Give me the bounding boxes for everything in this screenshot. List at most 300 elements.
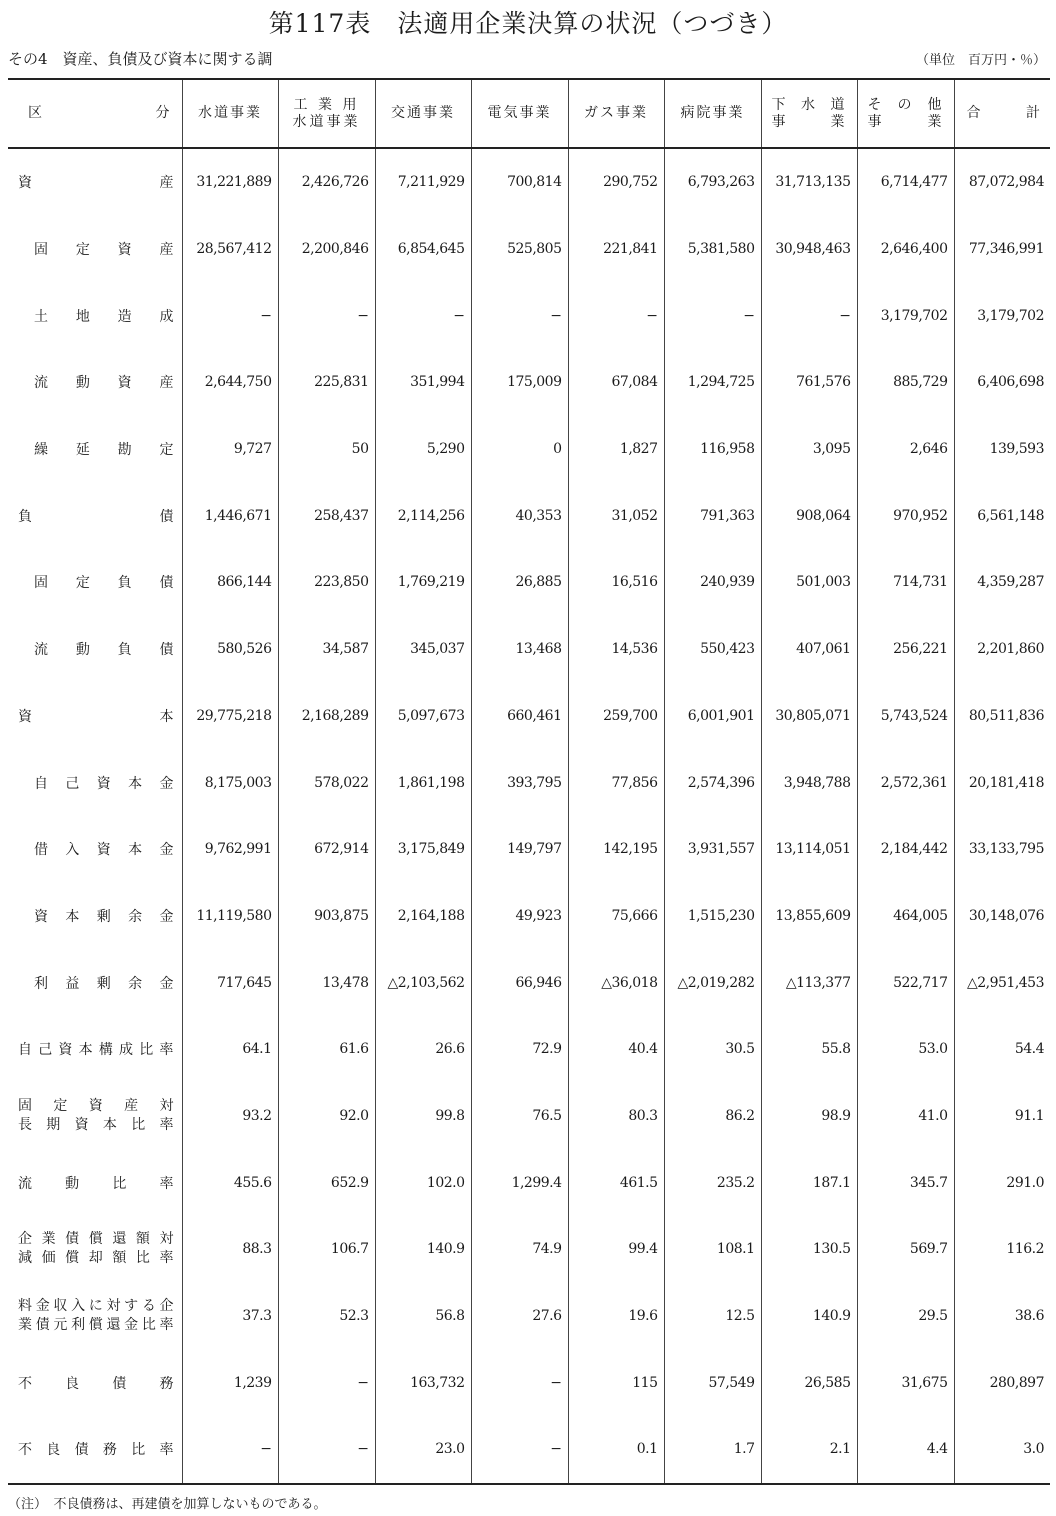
row-label-char: る (141, 1298, 156, 1315)
row-label-char: 率 (159, 1317, 174, 1334)
row-label-char: 長 (18, 1116, 32, 1133)
cell-sewer: 908,064 (761, 482, 857, 549)
cell-electric: − (471, 282, 568, 349)
header-category-1: 区 (28, 105, 42, 121)
cell-sewer: 761,576 (761, 349, 857, 416)
row-label-char: 率 (159, 1042, 174, 1059)
table-row (8, 1216, 1050, 1283)
cell-total: 80,511,836 (968, 707, 1044, 724)
cell-water: 37.3 (182, 1283, 278, 1350)
table-row (8, 349, 1050, 416)
row-label-char: 流 (18, 1175, 32, 1192)
cell-total: 291.0 (1006, 1174, 1044, 1191)
row-label-char: 収 (53, 1298, 68, 1315)
header-other-char: そ (867, 96, 884, 113)
header-sewer (761, 79, 857, 148)
cell-sewer: 55.8 (761, 1016, 857, 1083)
cell-industrial-water: − (278, 1416, 375, 1484)
cell-transport: 351,994 (375, 349, 471, 416)
cell-industrial-water: 50 (278, 416, 375, 483)
cell-electric: 40,353 (471, 482, 568, 549)
row-label-char: 資 (18, 175, 32, 192)
cell-gas: 461.5 (568, 1149, 664, 1216)
row-label-char: 却 (88, 1250, 103, 1267)
row-label-char: 負 (117, 642, 132, 659)
cell-hospital: △2,019,282 (664, 949, 761, 1016)
row-label (8, 1216, 182, 1283)
row-label-char: 業 (41, 1231, 56, 1248)
row-label-char: 資 (18, 708, 32, 725)
header-transport: 交通事業 (375, 79, 471, 148)
cell-sewer: − (761, 282, 857, 349)
cell-gas: 0.1 (568, 1416, 664, 1484)
row-label-char: 資 (96, 775, 111, 792)
cell-electric: 175,009 (471, 349, 568, 416)
cell-other: 2,184,442 (857, 816, 954, 883)
table-title: 第117表 法適用企業決算の状況（つづき） (268, 9, 788, 38)
row-label-char: 剰 (96, 908, 111, 925)
cell-total: 54.4 (1014, 1041, 1044, 1058)
cell-hospital: 108.1 (664, 1216, 761, 1283)
row-label-char: 成 (119, 1042, 134, 1059)
cell-gas: 259,700 (568, 683, 664, 750)
cell-other: 2,646,400 (857, 216, 954, 283)
row-label-char: 産 (159, 375, 174, 392)
row-label-char: 元 (53, 1317, 68, 1334)
row-label-char: 動 (65, 1175, 80, 1192)
cell-gas: 14,536 (568, 616, 664, 683)
row-label-char: 資 (74, 1116, 89, 1133)
row-label-char: 不 (18, 1442, 32, 1459)
row-label-char: 債 (159, 508, 174, 525)
row-label-char: に (88, 1298, 103, 1315)
cell-other: 256,221 (857, 616, 954, 683)
cell-other: 2,646 (857, 416, 954, 483)
cell-water: 1,239 (182, 1349, 278, 1416)
row-label-char: 利 (34, 975, 48, 992)
cell-other: 2,572,361 (857, 749, 954, 816)
cell-industrial-water: 52.3 (278, 1283, 375, 1350)
cell-water: 29,775,218 (182, 683, 278, 750)
row-label (8, 216, 182, 283)
row-label-char: 債 (112, 1375, 127, 1392)
row-label-char: 自 (18, 1042, 32, 1059)
table-row (8, 416, 1050, 483)
cell-total: 280,897 (989, 1374, 1044, 1391)
cell-industrial-water: − (278, 1349, 375, 1416)
row-label (8, 482, 182, 549)
row-label-char: 自 (34, 775, 48, 792)
header-row (8, 79, 1050, 148)
cell-sewer: 13,114,051 (761, 816, 857, 883)
row-label-char: 債 (65, 1231, 80, 1248)
cell-other: 885,729 (857, 349, 954, 416)
cell-hospital: 550,423 (664, 616, 761, 683)
cell-total: 87,072,984 (968, 174, 1044, 191)
cell-electric: 49,923 (471, 883, 568, 950)
row-label-char: 己 (38, 1042, 53, 1059)
cell-sewer: 30,948,463 (761, 216, 857, 283)
row-label (8, 616, 182, 683)
cell-industrial-water: 652.9 (278, 1149, 375, 1216)
cell-electric: 0 (471, 416, 568, 483)
row-label (8, 1083, 182, 1150)
row-label-char: 期 (46, 1116, 61, 1133)
row-label-char: 資 (117, 242, 132, 259)
cell-hospital: 1,294,725 (664, 349, 761, 416)
row-label (8, 282, 182, 349)
table-row (8, 282, 1050, 349)
cell-industrial-water: 903,875 (278, 883, 375, 950)
row-label-char: 企 (18, 1231, 32, 1248)
cell-transport: 1,769,219 (375, 549, 471, 616)
row-label-char: 産 (124, 1097, 139, 1114)
cell-other: 970,952 (857, 482, 954, 549)
header-sewer-char: 下 (771, 96, 788, 113)
row-label-char: 本 (128, 775, 143, 792)
table-row (8, 1349, 1050, 1416)
row-label-char: 率 (159, 1116, 174, 1133)
row-label (8, 148, 182, 216)
cell-sewer: 13,855,609 (761, 883, 857, 950)
row-label-char: 負 (18, 508, 32, 525)
cell-sewer: △113,377 (761, 949, 857, 1016)
header-other (857, 79, 954, 148)
row-label-char: 剰 (96, 975, 111, 992)
cell-electric: 149,797 (471, 816, 568, 883)
cell-electric: 26,885 (471, 549, 568, 616)
row-label-char: 定 (75, 575, 90, 592)
row-label-char: 造 (117, 308, 132, 325)
cell-hospital: 5,381,580 (664, 216, 761, 283)
cell-electric: 525,805 (471, 216, 568, 283)
cell-electric: 660,461 (471, 683, 568, 750)
cell-hospital: 6,793,263 (664, 148, 761, 216)
unit-label: （単位 百万円・％） (915, 53, 1046, 68)
row-label-char: 産 (159, 242, 174, 259)
header-sewer-char: 道 (830, 96, 847, 113)
cell-electric: − (471, 1416, 568, 1484)
cell-industrial-water: 2,200,846 (278, 216, 375, 283)
cell-other: 29.5 (857, 1283, 954, 1350)
row-label-char: 額 (135, 1231, 150, 1248)
cell-transport: 345,037 (375, 616, 471, 683)
table-body (8, 148, 1050, 1484)
table-row (8, 816, 1050, 883)
row-label-char: 良 (46, 1442, 61, 1459)
row-label-char: 企 (159, 1298, 174, 1315)
cell-gas: − (568, 282, 664, 349)
cell-electric: 76.5 (471, 1083, 568, 1150)
cell-gas: 67,084 (568, 349, 664, 416)
cell-total: 3.0 (1023, 1441, 1044, 1458)
cell-transport: 7,211,929 (375, 148, 471, 216)
header-hospital: 病院事業 (664, 79, 761, 148)
row-label-char: 債 (159, 642, 174, 659)
table-row (8, 216, 1050, 283)
header-category-2: 分 (155, 105, 170, 121)
row-label-char: 己 (65, 775, 80, 792)
row-label-char: 額 (112, 1250, 127, 1267)
cell-water: 580,526 (182, 616, 278, 683)
row-label-char: 余 (128, 975, 143, 992)
cell-industrial-water: 92.0 (278, 1083, 375, 1150)
row-label-char: 動 (75, 375, 90, 392)
cell-transport: 23.0 (375, 1416, 471, 1484)
cell-transport: 1,861,198 (375, 749, 471, 816)
cell-total: 6,561,148 (977, 507, 1044, 524)
row-label-char: 比 (131, 1442, 146, 1459)
cell-other: 53.0 (857, 1016, 954, 1083)
header-total-2: 計 (1026, 105, 1040, 121)
cell-gas: 80.3 (568, 1083, 664, 1150)
cell-hospital: − (664, 282, 761, 349)
cell-electric: 1,299.4 (471, 1149, 568, 1216)
cell-gas: 75,666 (568, 883, 664, 950)
row-label-char: 率 (159, 1250, 174, 1267)
cell-total: 4,359,287 (977, 574, 1044, 591)
cell-sewer: 26,585 (761, 1349, 857, 1416)
cell-industrial-water: 13,478 (278, 949, 375, 1016)
table-subtitle: その4 資産、負債及び資本に関する調 (8, 50, 273, 68)
row-label-char: 利 (71, 1317, 86, 1334)
cell-other: 464,005 (857, 883, 954, 950)
row-label-char: 定 (75, 242, 90, 259)
cell-gas: 221,841 (568, 216, 664, 283)
row-label-char: 資 (34, 908, 48, 925)
header-total (954, 79, 1050, 148)
row-label-char: 動 (75, 642, 90, 659)
cell-water: 455.6 (182, 1149, 278, 1216)
cell-sewer: 2.1 (761, 1416, 857, 1484)
row-label-char: 債 (159, 575, 174, 592)
cell-gas: 31,052 (568, 482, 664, 549)
header-sewer-char: 事 (771, 113, 788, 130)
row-label (8, 549, 182, 616)
footnote: （注） 不良債務は、再建債を加算しないものである。 (8, 1497, 327, 1512)
cell-hospital: 6,001,901 (664, 683, 761, 750)
row-label-char: 地 (75, 308, 90, 325)
row-label (8, 1016, 182, 1083)
cell-industrial-water: 2,168,289 (278, 683, 375, 750)
row-label-char: 金 (159, 775, 174, 792)
row-label-char: 資 (58, 1042, 73, 1059)
cell-transport: 3,175,849 (375, 816, 471, 883)
cell-hospital: 116,958 (664, 416, 761, 483)
header-total-1: 合 (966, 105, 981, 121)
header-electric: 電気事業 (471, 79, 568, 148)
row-label-char: 良 (65, 1375, 80, 1392)
row-label-char: 比 (139, 1042, 154, 1059)
cell-gas: 1,827 (568, 416, 664, 483)
cell-water: 28,567,412 (182, 216, 278, 283)
row-label-char: 産 (159, 175, 174, 192)
header-other-char: の (897, 96, 914, 113)
cell-electric: − (471, 1349, 568, 1416)
cell-hospital: 240,939 (664, 549, 761, 616)
row-label-char: 金 (159, 908, 174, 925)
row-label-char: 借 (34, 842, 48, 859)
cell-water: 866,144 (182, 549, 278, 616)
row-label-char: 固 (18, 1097, 32, 1114)
row-label-char: 率 (159, 1175, 174, 1192)
row-label (8, 683, 182, 750)
cell-gas: 142,195 (568, 816, 664, 883)
row-label-char: 償 (88, 1317, 103, 1334)
row-label-char: 固 (34, 242, 48, 259)
cell-electric: 393,795 (471, 749, 568, 816)
cell-electric: 700,814 (471, 148, 568, 216)
cell-transport: △2,103,562 (375, 949, 471, 1016)
row-label (8, 1283, 182, 1350)
cell-total: 139,593 (989, 441, 1044, 458)
header-other-char: 他 (927, 96, 944, 113)
cell-hospital: 86.2 (664, 1083, 761, 1150)
cell-hospital: 791,363 (664, 482, 761, 549)
cell-hospital: 1.7 (664, 1416, 761, 1484)
table-row (8, 1283, 1050, 1350)
row-label-char: 還 (106, 1317, 121, 1334)
cell-transport: − (375, 282, 471, 349)
row-label-char: 資 (88, 1097, 103, 1114)
cell-water: 8,175,003 (182, 749, 278, 816)
row-label-char: 入 (65, 842, 80, 859)
cell-sewer: 30,805,071 (761, 683, 857, 750)
cell-hospital: 30.5 (664, 1016, 761, 1083)
row-label-char: 価 (41, 1250, 56, 1267)
row-label-char: 本 (78, 1042, 93, 1059)
cell-gas: 19.6 (568, 1283, 664, 1350)
cell-industrial-water: − (278, 282, 375, 349)
row-label-char: 繰 (34, 442, 48, 459)
row-label-char: 対 (106, 1298, 121, 1315)
cell-sewer: 501,003 (761, 549, 857, 616)
cell-other: 3,179,702 (857, 282, 954, 349)
cell-water: 9,727 (182, 416, 278, 483)
cell-transport: 99.8 (375, 1083, 471, 1150)
table-row (8, 148, 1050, 216)
cell-water: 717,645 (182, 949, 278, 1016)
cell-sewer: 31,713,135 (761, 148, 857, 216)
cell-water: 11,119,580 (182, 883, 278, 950)
cell-electric: 72.9 (471, 1016, 568, 1083)
cell-industrial-water: 61.6 (278, 1016, 375, 1083)
row-label-char: 金 (159, 975, 174, 992)
row-label-char: 本 (65, 908, 80, 925)
row-label-char: 債 (74, 1442, 89, 1459)
row-label-char: 負 (117, 575, 132, 592)
cell-other: 4.4 (857, 1416, 954, 1484)
cell-sewer: 187.1 (761, 1149, 857, 1216)
row-label-char: 金 (35, 1298, 50, 1315)
cell-other: 31,675 (857, 1349, 954, 1416)
cell-hospital: 3,931,557 (664, 816, 761, 883)
cell-industrial-water: 106.7 (278, 1216, 375, 1283)
row-label-char: す (124, 1298, 139, 1315)
cell-total: 2,201,860 (977, 641, 1044, 658)
row-label-char: 流 (34, 375, 48, 392)
cell-water: 2,644,750 (182, 349, 278, 416)
table-row (8, 1016, 1050, 1083)
row-label (8, 1416, 182, 1484)
row-label (8, 349, 182, 416)
cell-electric: 13,468 (471, 616, 568, 683)
table-row (8, 883, 1050, 950)
header-other-char: 事 (867, 113, 884, 130)
cell-other: 5,743,524 (857, 683, 954, 750)
row-label-char: 成 (159, 308, 174, 325)
row-label-char: 債 (35, 1317, 50, 1334)
cell-transport: 2,114,256 (375, 482, 471, 549)
cell-industrial-water: 34,587 (278, 616, 375, 683)
cell-hospital: 57,549 (664, 1349, 761, 1416)
row-label-char: 務 (159, 1375, 174, 1392)
cell-hospital: 235.2 (664, 1149, 761, 1216)
cell-water: − (182, 282, 278, 349)
table-row (8, 482, 1050, 549)
cell-transport: 140.9 (375, 1216, 471, 1283)
row-label (8, 1349, 182, 1416)
row-label-char: 業 (18, 1317, 32, 1334)
cell-sewer: 140.9 (761, 1283, 857, 1350)
cell-total: 77,346,991 (968, 241, 1044, 258)
cell-transport: 102.0 (375, 1149, 471, 1216)
cell-sewer: 407,061 (761, 616, 857, 683)
row-label (8, 416, 182, 483)
header-sewer-char: 業 (830, 113, 847, 130)
row-label-char: 定 (53, 1097, 68, 1114)
row-label-char: 比 (135, 1250, 150, 1267)
row-label-char: 比 (112, 1175, 127, 1192)
row-label-char: 土 (34, 308, 48, 325)
cell-water: − (182, 1416, 278, 1484)
cell-sewer: 3,948,788 (761, 749, 857, 816)
cell-industrial-water: 672,914 (278, 816, 375, 883)
row-label-char: 料 (18, 1298, 32, 1315)
cell-sewer: 3,095 (761, 416, 857, 483)
row-label-char: 減 (18, 1250, 32, 1267)
row-label-char: 構 (98, 1042, 113, 1059)
cell-industrial-water: 258,437 (278, 482, 375, 549)
cell-gas: 40.4 (568, 1016, 664, 1083)
row-label-char: 率 (159, 1442, 174, 1459)
cell-water: 88.3 (182, 1216, 278, 1283)
row-label-char: 入 (71, 1298, 86, 1315)
cell-other: 522,717 (857, 949, 954, 1016)
row-label-char: 勘 (117, 442, 132, 459)
row-label-char: 延 (75, 442, 90, 459)
header-other-char: 業 (927, 113, 944, 130)
header-water: 水道事業 (182, 79, 278, 148)
cell-other: 6,714,477 (857, 148, 954, 216)
cell-industrial-water: 225,831 (278, 349, 375, 416)
header-industrial-water-line1: 工 業 用 (293, 96, 360, 113)
cell-transport: 56.8 (375, 1283, 471, 1350)
header-industrial-water (278, 79, 375, 148)
cell-water: 1,446,671 (182, 482, 278, 549)
cell-electric: 27.6 (471, 1283, 568, 1350)
row-label (8, 1149, 182, 1216)
cell-gas: 99.4 (568, 1216, 664, 1283)
cell-water: 93.2 (182, 1083, 278, 1150)
table-row (8, 949, 1050, 1016)
cell-transport: 6,854,645 (375, 216, 471, 283)
table-row (8, 1083, 1050, 1150)
table-row (8, 749, 1050, 816)
row-label-char: 金 (159, 842, 174, 859)
financial-table (8, 78, 1050, 1485)
cell-water: 9,762,991 (182, 816, 278, 883)
